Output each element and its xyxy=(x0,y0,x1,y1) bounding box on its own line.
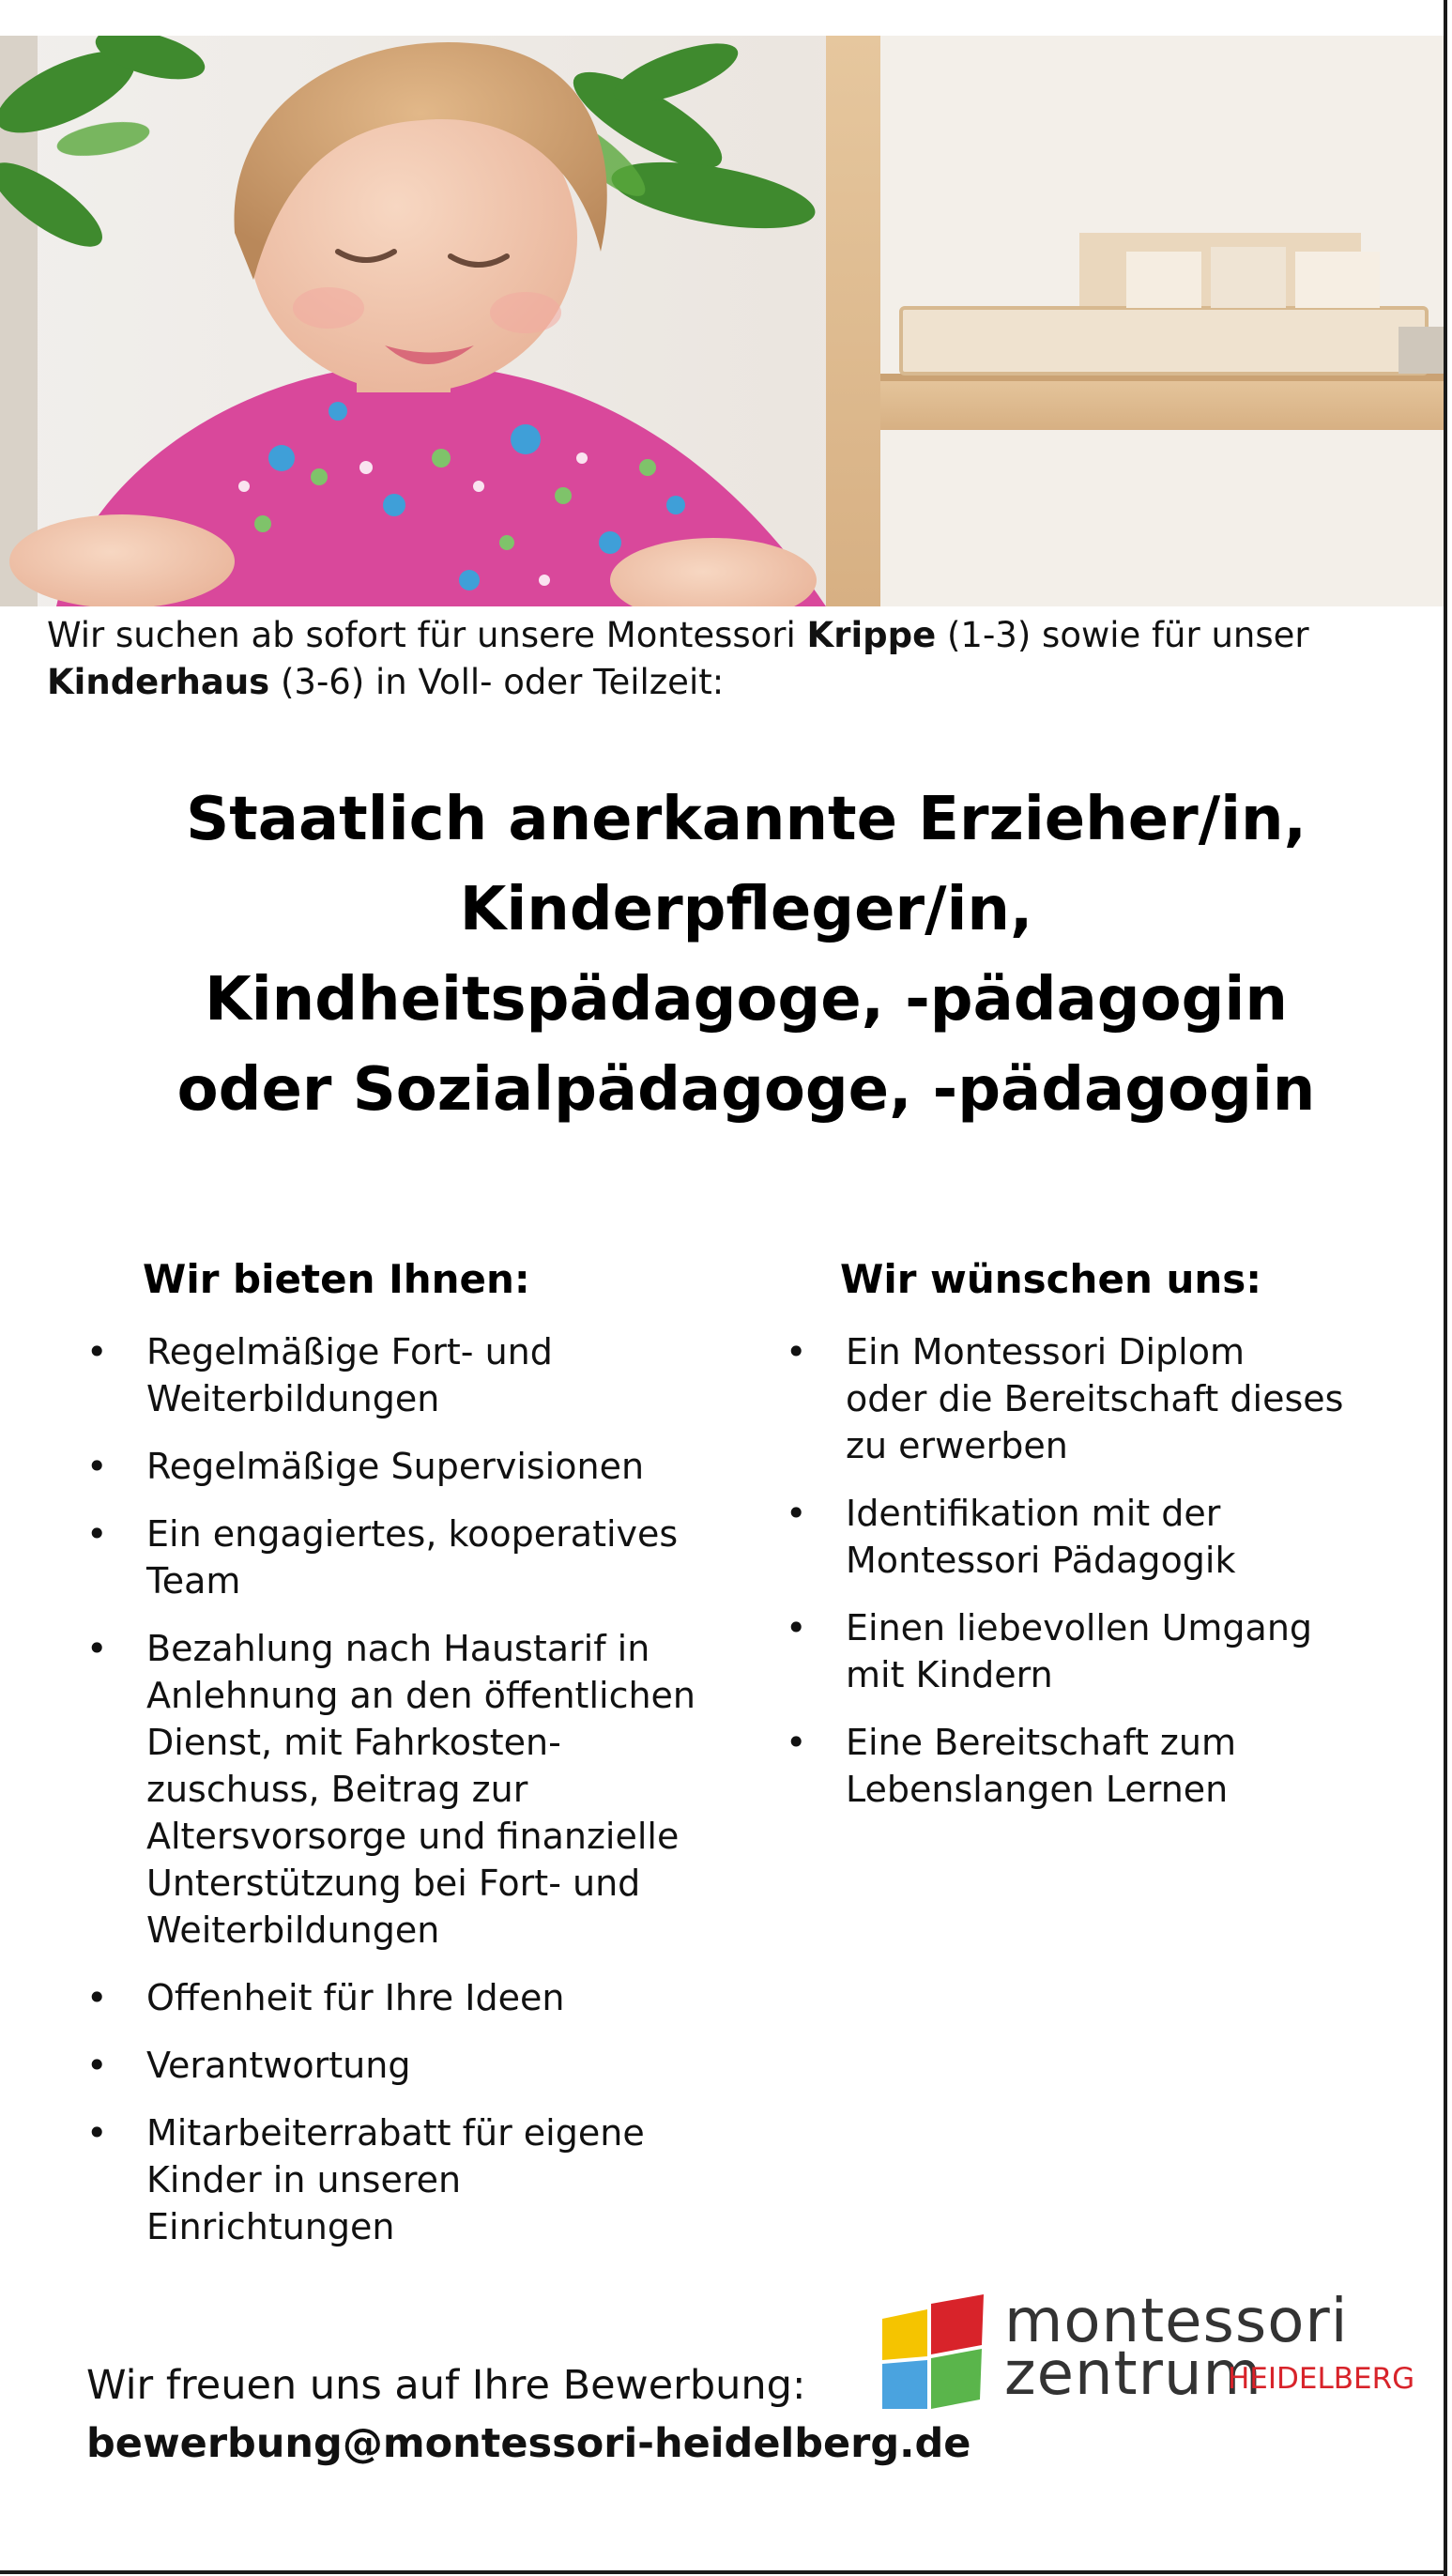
list-item xyxy=(86,2042,743,2089)
offer-heading: Wir bieten Ihnen: xyxy=(143,1256,530,1302)
intro-text xyxy=(47,612,1399,706)
bullet-icon: • xyxy=(86,1446,108,1487)
bullet-icon: • xyxy=(786,1493,807,1534)
list-item xyxy=(786,1719,1424,1813)
logo-text-zentrum: zentrum xyxy=(1004,2339,1262,2409)
offer-item-text: Offenheit für Ihre Ideen xyxy=(146,1977,565,2018)
logo-cube-blue xyxy=(882,2360,927,2409)
page-border-bottom xyxy=(0,2570,1447,2574)
list-item xyxy=(86,1510,743,1604)
list-item xyxy=(86,1974,743,2021)
logo-cube-green xyxy=(931,2349,982,2409)
intro-line-1 xyxy=(47,612,1399,659)
hero-photo xyxy=(0,36,1444,606)
list-item xyxy=(86,1328,743,1422)
offer-item-text: Bezahlung nach Haustarif in Anlehnung an den öffentlichen Dienst, mit Fahrkosten- zuschuss, Beitrag zur Altersvorsorge und finanzielle Unterstützung bei Fort- und Weiterbildungen xyxy=(146,1628,696,1951)
list-item xyxy=(86,1443,743,1490)
wish-item-text: Einen liebevollen Umgang mit Kindern xyxy=(846,1607,1313,1695)
offer-item-text: Regelmäßige Fort- und Weiterbildungen xyxy=(146,1331,553,1419)
wish-item-text: Identifikation mit der Montessori Pädagogik xyxy=(846,1493,1236,1581)
list-item xyxy=(786,1328,1424,1469)
montessori-logo xyxy=(873,2287,1415,2422)
bullet-icon: • xyxy=(786,1331,807,1372)
offer-item-text: Regelmäßige Supervisionen xyxy=(146,1446,645,1487)
intro-text-part3: (3-6) in Voll- oder Teilzeit: xyxy=(269,662,725,702)
bullet-icon: • xyxy=(86,1977,108,2018)
intro-text-part2: (1-3) sowie für unser xyxy=(936,615,1309,655)
headline-line: oder Sozialpädagoge, -pädagogin xyxy=(176,1055,1316,1125)
job-title-headline xyxy=(113,774,1380,1135)
closing-text: Wir freuen uns auf Ihre Bewerbung: xyxy=(86,2362,806,2409)
bullet-icon: • xyxy=(86,1628,108,1669)
list-item xyxy=(86,2109,743,2250)
intro-kinderhaus: Kinderhaus xyxy=(47,662,270,702)
list-item xyxy=(786,1604,1424,1698)
child-photo-illustration xyxy=(0,36,1444,606)
intro-line-2 xyxy=(47,659,1399,706)
bullet-icon: • xyxy=(786,1722,807,1763)
list-item xyxy=(786,1490,1424,1584)
logo-text-montessori: montessori xyxy=(1004,2287,1349,2356)
logo-cube-red xyxy=(931,2294,984,2354)
closing-block xyxy=(86,2356,971,2473)
headline-line: Kinderpfleger/in, xyxy=(459,875,1033,944)
page-border-right xyxy=(1444,0,1447,2576)
list-item xyxy=(86,1625,743,1954)
headline-line: Kindheitspädagoge, -pädagogin xyxy=(205,965,1288,1035)
offer-item-text: Verantwortung xyxy=(146,2045,411,2086)
logo-cube-yellow xyxy=(882,2309,927,2360)
bullet-icon: • xyxy=(86,2045,108,2086)
logo-text-heidelberg: HEIDELBERG xyxy=(1228,2362,1415,2396)
wish-item-text: Ein Montessori Diplom oder die Bereitschaft dieses zu erwerben xyxy=(846,1331,1344,1466)
bullet-icon: • xyxy=(86,2112,108,2154)
offer-item-text: Ein engagiertes, kooperatives Team xyxy=(146,1513,679,1602)
bullet-icon: • xyxy=(786,1607,807,1648)
headline-line: Staatlich anerkannte Erzieher/in, xyxy=(186,785,1307,854)
offer-item-text: Mitarbeiterrabatt für eigene Kinder in unseren Einrichtungen xyxy=(146,2112,645,2247)
offer-list xyxy=(86,1328,743,2271)
application-email-link[interactable]: bewerbung@montessori-heidelberg.de xyxy=(86,2420,971,2467)
bullet-icon: • xyxy=(86,1331,108,1372)
wish-heading: Wir wünschen uns: xyxy=(840,1256,1262,1302)
logo-cube-icon xyxy=(873,2292,995,2415)
intro-text-part1: Wir suchen ab sofort für unsere Montessori xyxy=(47,615,807,655)
wish-item-text: Eine Bereitschaft zum Lebenslangen Lernen xyxy=(846,1722,1236,1810)
intro-krippe: Krippe xyxy=(806,615,937,655)
wish-list xyxy=(786,1328,1424,1833)
bullet-icon: • xyxy=(86,1513,108,1555)
